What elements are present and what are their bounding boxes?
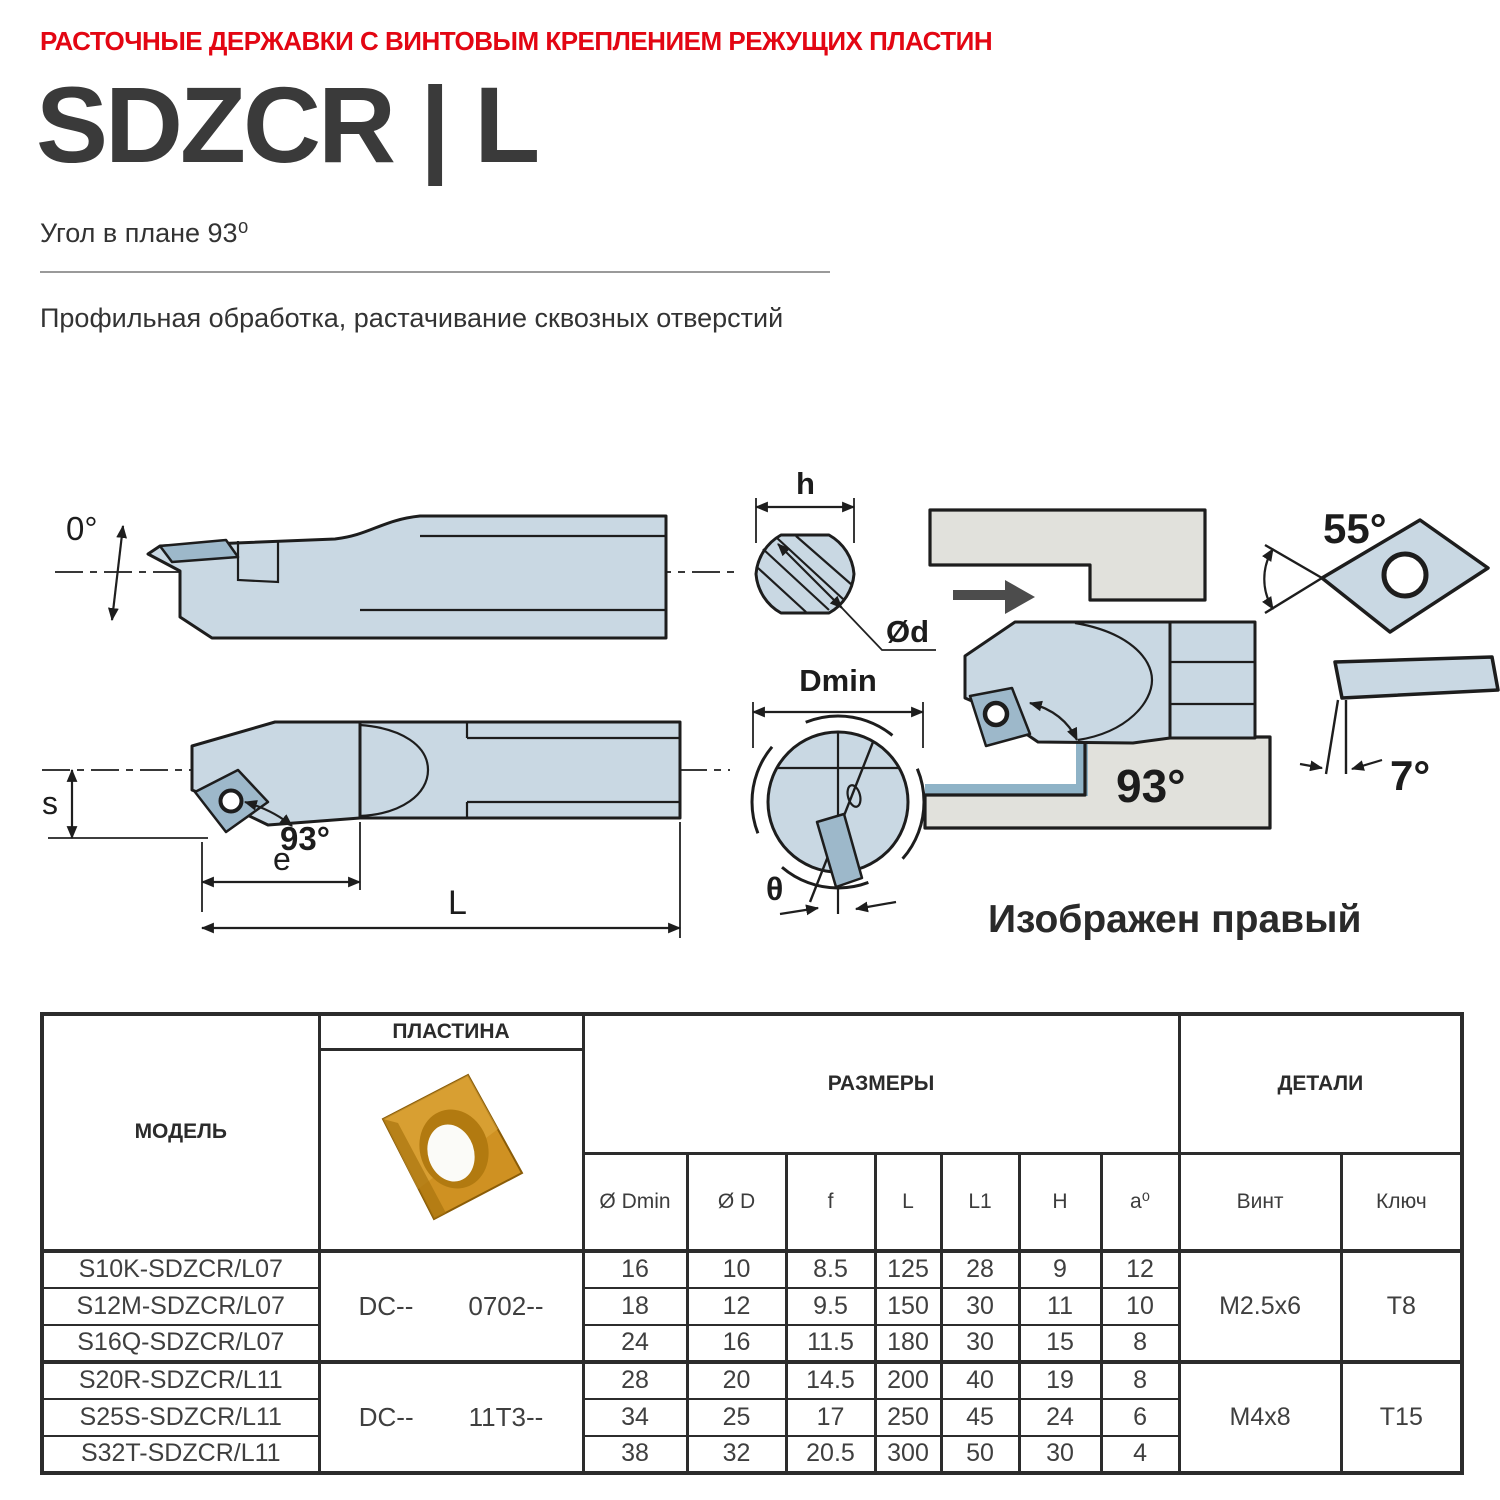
cell-l: 150 (875, 1288, 941, 1325)
label-dmin: Dmin (799, 663, 877, 698)
subtitle-angle: Угол в плане 93⁰ (40, 218, 249, 248)
col-header-model: МОДЕЛЬ (42, 1014, 319, 1251)
insert-photo-cell (319, 1049, 583, 1251)
cell-d: 32 (687, 1436, 786, 1473)
subheader-a: a⁰ (1101, 1154, 1179, 1251)
subheader-l: L (875, 1154, 941, 1251)
handedness-caption: Изображен правый (988, 898, 1362, 941)
cell-l1: 40 (941, 1362, 1019, 1399)
cell-l: 300 (875, 1436, 941, 1473)
cell-l1: 28 (941, 1251, 1019, 1288)
col-header-details: ДЕТАЛИ (1179, 1014, 1462, 1154)
cell-f: 9.5 (786, 1288, 875, 1325)
cell-h: 30 (1019, 1436, 1101, 1473)
cell-f: 8.5 (786, 1251, 875, 1288)
insert-side-drawing (1300, 657, 1498, 799)
cell-h: 24 (1019, 1399, 1101, 1436)
cell-dmin: 18 (583, 1288, 687, 1325)
description-text: Профильная обработка, растачивание сквозных отверстий (40, 303, 784, 333)
subheader-dmin: Ø Dmin (583, 1154, 687, 1251)
subheader-d: Ø D (687, 1154, 786, 1251)
application-drawing (925, 510, 1270, 828)
cell-model: S25S-SDZCR/L11 (42, 1399, 319, 1436)
cell-a: 10 (1101, 1288, 1179, 1325)
shank-section-drawing (756, 466, 936, 650)
spec-table (40, 1012, 1464, 1475)
cell-dmin: 38 (583, 1436, 687, 1473)
cell-insert-code (319, 1362, 583, 1473)
insert-photo (356, 1067, 546, 1227)
cell-l1: 30 (941, 1288, 1019, 1325)
cell-model: S16Q-SDZCR/L07 (42, 1325, 319, 1362)
subheader-l1: L1 (941, 1154, 1019, 1251)
page-title: SDZCR | L (36, 64, 538, 185)
label-od: Ød (886, 614, 930, 649)
cell-model: S20R-SDZCR/L11 (42, 1362, 319, 1399)
cell-insert-code (319, 1251, 583, 1362)
cell-l: 125 (875, 1251, 941, 1288)
cell-dmin: 34 (583, 1399, 687, 1436)
cell-a: 8 (1101, 1362, 1179, 1399)
label-7deg: 7° (1390, 752, 1431, 799)
label-L: L (448, 884, 467, 922)
cell-f: 11.5 (786, 1325, 875, 1362)
cell-l1: 30 (941, 1325, 1019, 1362)
technical-drawings (30, 450, 1500, 970)
cell-a: 12 (1101, 1251, 1179, 1288)
cell-f: 17 (786, 1399, 875, 1436)
subheader-f: f (786, 1154, 875, 1251)
cell-f: 20.5 (786, 1436, 875, 1473)
cell-screw: M2.5x6 (1179, 1251, 1341, 1362)
cell-h: 9 (1019, 1251, 1101, 1288)
insert-code-prefix: DC-- (358, 1290, 414, 1321)
cell-d: 12 (687, 1288, 786, 1325)
label-e: e (273, 841, 291, 877)
subheader-screw: Винт (1179, 1154, 1341, 1251)
cell-model: S12M-SDZCR/L07 (42, 1288, 319, 1325)
cell-l1: 50 (941, 1436, 1019, 1473)
subheader-h: H (1019, 1154, 1101, 1251)
cell-h: 15 (1019, 1325, 1101, 1362)
cell-d: 16 (687, 1325, 786, 1362)
insert-code-prefix: DC-- (358, 1401, 414, 1432)
side-view-drawing (55, 510, 738, 638)
cell-dmin: 28 (583, 1362, 687, 1399)
insert-code-size: 0702-- (468, 1290, 544, 1321)
insert-code-size: 11T3-- (468, 1401, 544, 1432)
subheader-key: Ключ (1341, 1154, 1462, 1251)
cell-l: 200 (875, 1362, 941, 1399)
cell-l: 180 (875, 1325, 941, 1362)
label-93deg-app: 93° (1116, 760, 1186, 812)
cell-dmin: 24 (583, 1325, 687, 1362)
category-header: РАСТОЧНЫЕ ДЕРЖАВКИ С ВИНТОВЫМ КРЕПЛЕНИЕМ РЕЖУЩИХ ПЛАСТИН (40, 26, 993, 56)
feed-arrow-icon (953, 580, 1035, 614)
label-h: h (796, 466, 815, 501)
cell-screw: M4x8 (1179, 1362, 1341, 1473)
insert-front-drawing (1264, 505, 1488, 632)
col-header-insert: ПЛАСТИНА (319, 1014, 583, 1049)
cell-f: 14.5 (786, 1362, 875, 1399)
cell-d: 25 (687, 1399, 786, 1436)
cell-dmin: 16 (583, 1251, 687, 1288)
cell-l1: 45 (941, 1399, 1019, 1436)
label-theta: θ (766, 871, 784, 907)
cell-a: 4 (1101, 1436, 1179, 1473)
cell-a: 8 (1101, 1325, 1179, 1362)
cell-key: T15 (1341, 1362, 1462, 1473)
label-93deg-side: 93° (280, 820, 330, 857)
bore-section-drawing (752, 663, 924, 914)
col-header-dimensions: РАЗМЕРЫ (583, 1014, 1179, 1154)
cell-model: S32T-SDZCR/L11 (42, 1436, 319, 1473)
label-0deg: 0° (66, 510, 98, 547)
cell-key: T8 (1341, 1251, 1462, 1362)
cell-h: 19 (1019, 1362, 1101, 1399)
label-s: s (42, 785, 58, 821)
cell-d: 20 (687, 1362, 786, 1399)
cell-model: S10K-SDZCR/L07 (42, 1251, 319, 1288)
top-view-drawing (42, 722, 730, 938)
cell-h: 11 (1019, 1288, 1101, 1325)
cell-d: 10 (687, 1251, 786, 1288)
cell-l: 250 (875, 1399, 941, 1436)
cell-a: 6 (1101, 1399, 1179, 1436)
label-55deg: 55° (1323, 505, 1387, 552)
divider-line (40, 271, 830, 273)
